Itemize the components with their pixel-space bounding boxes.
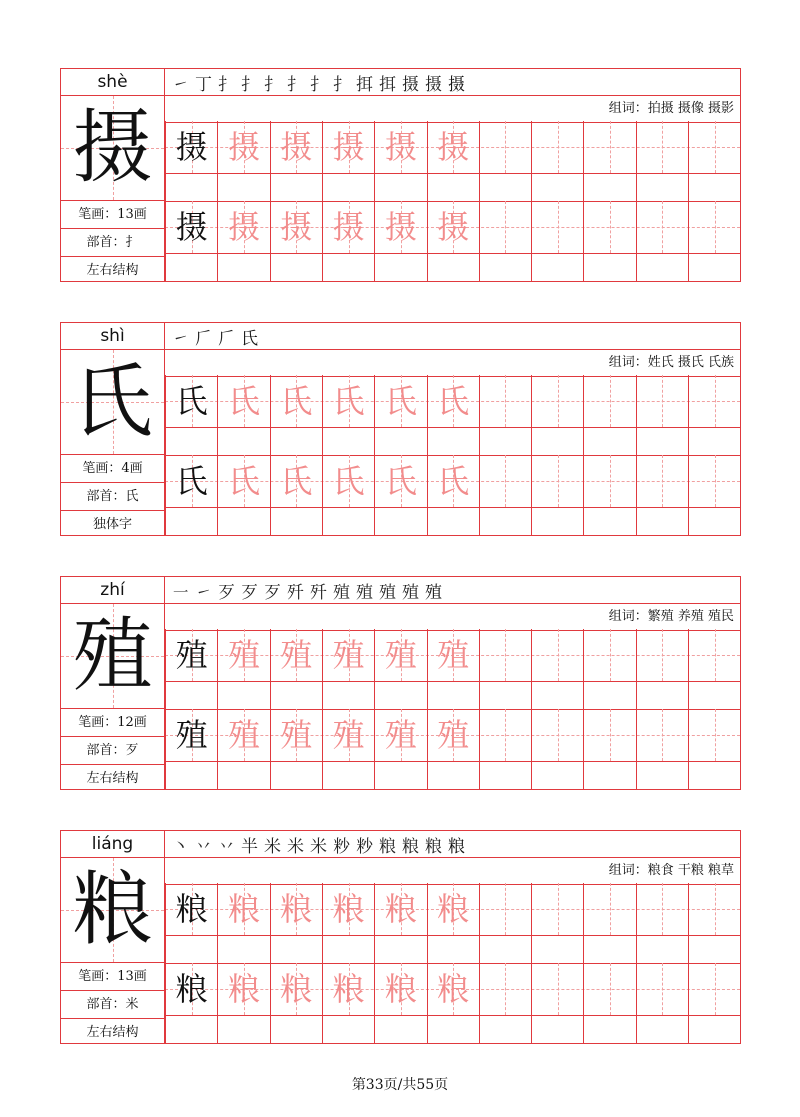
- practice-cell[interactable]: [217, 709, 269, 789]
- practice-grid: [165, 121, 740, 281]
- trace-character: 氏: [437, 382, 470, 420]
- practice-cell[interactable]: [479, 121, 531, 201]
- pinyin: shè: [61, 69, 164, 96]
- practice-cell[interactable]: [322, 455, 374, 535]
- radical: 部首：氏: [61, 483, 164, 511]
- practice-cell[interactable]: [165, 883, 217, 963]
- trace-character: 殖: [332, 636, 365, 674]
- trace-character: 粮: [332, 970, 365, 1008]
- practice-cell[interactable]: [270, 375, 322, 455]
- trace-character: 氏: [332, 462, 365, 500]
- model-character: 氏: [175, 382, 208, 420]
- trace-character: 摄: [384, 128, 417, 166]
- stroke-order: [165, 69, 740, 96]
- practice-cell[interactable]: [531, 375, 583, 455]
- model-character: 粮: [175, 890, 208, 928]
- practice-cell[interactable]: [531, 201, 583, 281]
- practice-row: [165, 201, 740, 281]
- practice-cell[interactable]: [688, 201, 740, 281]
- practice-cell[interactable]: [636, 121, 688, 201]
- stroke-step: 半: [241, 836, 258, 857]
- stroke-step: 粮: [402, 836, 419, 857]
- practice-cell[interactable]: [531, 121, 583, 201]
- model-character: 摄: [175, 208, 208, 246]
- practice-cell[interactable]: [583, 455, 635, 535]
- practice-cell[interactable]: [165, 709, 217, 789]
- practice-row: [165, 375, 740, 456]
- practice-cell[interactable]: [688, 375, 740, 455]
- main-character-box: [61, 350, 164, 455]
- trace-character: 粮: [384, 970, 417, 1008]
- practice-cell[interactable]: [217, 455, 269, 535]
- practice-cell[interactable]: [583, 375, 635, 455]
- practice-cell[interactable]: [636, 201, 688, 281]
- practice-cell[interactable]: [217, 121, 269, 201]
- trace-character: 摄: [384, 208, 417, 246]
- practice-cell[interactable]: [583, 963, 635, 1043]
- stroke-step: 歹: [264, 582, 281, 603]
- practice-row: [165, 121, 740, 202]
- stroke-step: 殖: [379, 582, 396, 603]
- main-character: 氏: [72, 355, 153, 448]
- trace-character: 氏: [332, 382, 365, 420]
- practice-cell[interactable]: [217, 201, 269, 281]
- trace-character: 氏: [227, 462, 260, 500]
- practice-cell[interactable]: [427, 121, 479, 201]
- practice-cell[interactable]: [479, 455, 531, 535]
- stroke-step: 扌: [333, 74, 350, 95]
- main-character-box: [61, 604, 164, 709]
- stroke-step: 𠂆: [218, 328, 235, 349]
- practice-cell[interactable]: [479, 629, 531, 709]
- stroke-step: 扌: [218, 74, 235, 95]
- character-card: [60, 68, 741, 282]
- stroke-step: 丁: [195, 74, 212, 95]
- stroke-step: 挕: [356, 74, 373, 95]
- trace-character: 氏: [437, 462, 470, 500]
- trace-character: 摄: [280, 208, 313, 246]
- practice-cell[interactable]: [583, 201, 635, 281]
- structure: 左右结构: [86, 771, 139, 786]
- stroke-step: 米: [310, 836, 327, 857]
- practice-cell[interactable]: [531, 883, 583, 963]
- trace-character: 殖: [384, 636, 417, 674]
- practice-cell[interactable]: [479, 375, 531, 455]
- practice-cell[interactable]: [531, 963, 583, 1043]
- stroke-step: 歼: [310, 582, 327, 603]
- trace-character: 殖: [280, 716, 313, 754]
- stroke-step: ㇀: [195, 582, 212, 603]
- stroke-step: 氏: [241, 328, 258, 349]
- stroke-step: 扌: [241, 74, 258, 95]
- model-character: 氏: [175, 462, 208, 500]
- stroke-step: 粮: [379, 836, 396, 857]
- stroke-step: 粮: [425, 836, 442, 857]
- stroke-step: 丶: [172, 836, 189, 857]
- practice-cell[interactable]: [270, 963, 322, 1043]
- practice-cell[interactable]: [165, 963, 217, 1043]
- trace-character: 氏: [227, 382, 260, 420]
- model-character: 粮: [175, 970, 208, 1008]
- stroke-order: [165, 323, 740, 350]
- trace-character: 粮: [384, 890, 417, 928]
- practice-grid: [165, 883, 740, 1043]
- stroke-step: 歼: [287, 582, 304, 603]
- trace-character: 粮: [437, 970, 470, 1008]
- character-info-panel: [61, 69, 165, 281]
- stroke-step: 殖: [425, 582, 442, 603]
- stroke-step: 摄: [448, 74, 465, 95]
- practice-cell[interactable]: [374, 375, 426, 455]
- practice-cell[interactable]: [165, 455, 217, 535]
- page-number: 第33页/共55页: [351, 1077, 449, 1093]
- practice-cell[interactable]: [270, 455, 322, 535]
- trace-character: 殖: [437, 716, 470, 754]
- practice-cell[interactable]: [322, 121, 374, 201]
- stroke-step: 挕: [379, 74, 396, 95]
- stroke-step: ㇀: [172, 74, 189, 95]
- practice-cell[interactable]: [270, 709, 322, 789]
- practice-cell[interactable]: [583, 629, 635, 709]
- trace-character: 摄: [332, 208, 365, 246]
- stroke-count: 笔画：12画: [61, 709, 164, 737]
- practice-cell[interactable]: [636, 709, 688, 789]
- practice-cell[interactable]: [688, 709, 740, 789]
- trace-character: 摄: [437, 208, 470, 246]
- trace-character: 殖: [384, 716, 417, 754]
- practice-grid: [165, 629, 740, 789]
- character-info-panel: [61, 831, 165, 1043]
- practice-cell[interactable]: [270, 883, 322, 963]
- stroke-step: 殖: [402, 582, 419, 603]
- practice-cell[interactable]: [322, 629, 374, 709]
- practice-row: [165, 883, 740, 964]
- radical: 部首：扌: [61, 229, 164, 257]
- stroke-step: 歹: [218, 582, 235, 603]
- practice-row: [165, 963, 740, 1043]
- practice-cell[interactable]: [322, 709, 374, 789]
- practice-cell[interactable]: [583, 121, 635, 201]
- trace-character: 粮: [332, 890, 365, 928]
- trace-character: 摄: [437, 128, 470, 166]
- trace-character: 粮: [227, 970, 260, 1008]
- stroke-step: 歹: [241, 582, 258, 603]
- stroke-step: ㇀: [172, 328, 189, 349]
- practice-cell[interactable]: [688, 629, 740, 709]
- stroke-step: 丷: [218, 836, 235, 857]
- practice-cell[interactable]: [322, 963, 374, 1043]
- practice-row: [165, 629, 740, 710]
- practice-cell[interactable]: [688, 963, 740, 1043]
- word-examples: 组词：姓氏 摄氏 氏族: [165, 350, 740, 377]
- stroke-step: 粆: [333, 836, 350, 857]
- stroke-step: 殖: [333, 582, 350, 603]
- practice-cell[interactable]: [217, 629, 269, 709]
- practice-cell[interactable]: [688, 121, 740, 201]
- practice-cell[interactable]: [427, 963, 479, 1043]
- practice-cell[interactable]: [427, 883, 479, 963]
- practice-cell[interactable]: [217, 375, 269, 455]
- trace-character: 氏: [280, 462, 313, 500]
- practice-cell[interactable]: [636, 883, 688, 963]
- model-character: 殖: [175, 716, 208, 754]
- trace-character: 殖: [437, 636, 470, 674]
- model-character: 殖: [175, 636, 208, 674]
- trace-character: 殖: [227, 636, 260, 674]
- practice-cell[interactable]: [688, 883, 740, 963]
- trace-character: 摄: [227, 128, 260, 166]
- main-character-box: [61, 858, 164, 963]
- practice-cell[interactable]: [217, 883, 269, 963]
- trace-character: 粮: [280, 970, 313, 1008]
- trace-character: 粮: [437, 890, 470, 928]
- stroke-step: 米: [264, 836, 281, 857]
- character-info-panel: [61, 323, 165, 535]
- main-character: 摄: [72, 101, 153, 194]
- practice-cell[interactable]: [636, 629, 688, 709]
- practice-cell[interactable]: [531, 629, 583, 709]
- stroke-step: ㇐: [172, 582, 189, 603]
- stroke-count: 笔画：13画: [61, 963, 164, 991]
- trace-character: 氏: [384, 382, 417, 420]
- stroke-order: [165, 831, 740, 858]
- radical: 部首：米: [61, 991, 164, 1019]
- pinyin: shì: [61, 323, 164, 350]
- main-character: 殖: [72, 609, 153, 702]
- character-card: [60, 322, 741, 536]
- pinyin: zhí: [61, 577, 164, 604]
- character-info-panel: [61, 577, 165, 789]
- practice-cell[interactable]: [165, 201, 217, 281]
- stroke-order: [165, 577, 740, 604]
- practice-cell[interactable]: [322, 375, 374, 455]
- practice-grid: [165, 375, 740, 535]
- trace-character: 氏: [280, 382, 313, 420]
- pinyin: liáng: [61, 831, 164, 858]
- stroke-step: 𠂆: [195, 328, 212, 349]
- practice-row: [165, 455, 740, 535]
- practice-cell[interactable]: [270, 629, 322, 709]
- practice-cell[interactable]: [479, 963, 531, 1043]
- trace-character: 摄: [227, 208, 260, 246]
- structure: 独体字: [92, 517, 132, 532]
- character-card: [60, 576, 741, 790]
- stroke-step: 扌: [287, 74, 304, 95]
- trace-character: 氏: [384, 462, 417, 500]
- stroke-step: 摄: [402, 74, 419, 95]
- practice-cell[interactable]: [531, 709, 583, 789]
- practice-cell[interactable]: [427, 375, 479, 455]
- trace-character: 殖: [332, 716, 365, 754]
- practice-cell[interactable]: [374, 201, 426, 281]
- practice-cell[interactable]: [374, 883, 426, 963]
- stroke-step: 殖: [356, 582, 373, 603]
- practice-cell[interactable]: [688, 455, 740, 535]
- practice-cell[interactable]: [374, 963, 426, 1043]
- practice-cell[interactable]: [479, 709, 531, 789]
- trace-character: 粮: [227, 890, 260, 928]
- trace-character: 摄: [332, 128, 365, 166]
- stroke-step: 扌: [310, 74, 327, 95]
- word-examples: 组词：拍摄 摄像 摄影: [165, 96, 740, 123]
- practice-cell[interactable]: [374, 121, 426, 201]
- practice-cell[interactable]: [322, 883, 374, 963]
- main-character: 粮: [72, 863, 153, 956]
- practice-cell[interactable]: [374, 709, 426, 789]
- radical: 部首：歹: [61, 737, 164, 765]
- practice-cell[interactable]: [165, 375, 217, 455]
- practice-cell[interactable]: [165, 121, 217, 201]
- practice-cell[interactable]: [479, 883, 531, 963]
- practice-cell[interactable]: [374, 629, 426, 709]
- structure: 左右结构: [86, 1025, 139, 1040]
- main-character-box: [61, 96, 164, 201]
- practice-cell[interactable]: [583, 709, 635, 789]
- stroke-step: 粆: [356, 836, 373, 857]
- practice-cell[interactable]: [636, 455, 688, 535]
- trace-character: 摄: [280, 128, 313, 166]
- trace-character: 殖: [227, 716, 260, 754]
- practice-cell[interactable]: [427, 455, 479, 535]
- trace-character: 殖: [280, 636, 313, 674]
- practice-cell[interactable]: [374, 455, 426, 535]
- stroke-step: 粮: [448, 836, 465, 857]
- practice-cell[interactable]: [636, 375, 688, 455]
- character-card: [60, 830, 741, 1044]
- word-examples: 组词：繁殖 养殖 殖民: [165, 604, 740, 631]
- stroke-step: 摄: [425, 74, 442, 95]
- practice-cell[interactable]: [427, 201, 479, 281]
- practice-cell[interactable]: [479, 201, 531, 281]
- practice-cell[interactable]: [270, 121, 322, 201]
- practice-cell[interactable]: [636, 963, 688, 1043]
- stroke-count: 笔画：13画: [61, 201, 164, 229]
- trace-character: 粮: [280, 890, 313, 928]
- word-examples: 组词：粮食 干粮 粮草: [165, 858, 740, 885]
- model-character: 摄: [175, 128, 208, 166]
- structure: 左右结构: [86, 263, 139, 278]
- stroke-step: 丷: [195, 836, 212, 857]
- practice-cell[interactable]: [217, 963, 269, 1043]
- stroke-step: 扌: [264, 74, 281, 95]
- practice-cell[interactable]: [322, 201, 374, 281]
- practice-cell[interactable]: [427, 629, 479, 709]
- stroke-step: 米: [287, 836, 304, 857]
- stroke-count: 笔画：4画: [61, 455, 164, 483]
- practice-row: [165, 709, 740, 789]
- practice-cell[interactable]: [427, 709, 479, 789]
- practice-cell[interactable]: [270, 201, 322, 281]
- practice-cell[interactable]: [531, 455, 583, 535]
- practice-cell[interactable]: [165, 629, 217, 709]
- practice-cell[interactable]: [583, 883, 635, 963]
